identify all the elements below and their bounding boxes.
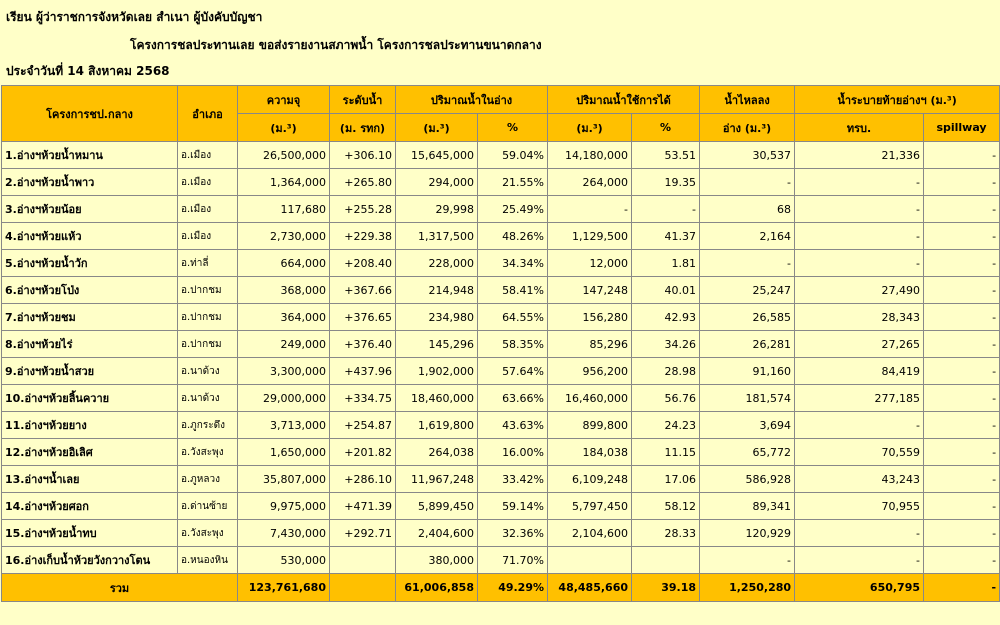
cell-usable: 85,296 (548, 331, 632, 358)
cell-usable-pct: 24.23 (632, 412, 700, 439)
cell-outflow-trb: 27,490 (795, 277, 924, 304)
cell-usable-pct: 34.26 (632, 331, 700, 358)
cell-outflow-spill: - (924, 439, 1000, 466)
cell-inflow: 68 (700, 196, 795, 223)
cell-capacity: 29,000,000 (238, 385, 330, 412)
cell-level: +265.80 (330, 169, 396, 196)
cell-outflow-spill: - (924, 385, 1000, 412)
cell-outflow-spill: - (924, 520, 1000, 547)
cell-name: 12.อ่างฯห้วยอิเลิศ (2, 439, 178, 466)
cell-storage: 214,948 (396, 277, 478, 304)
cell-usable: 14,180,000 (548, 142, 632, 169)
col-storage-pct: % (478, 114, 548, 142)
cell-outflow-spill: - (924, 304, 1000, 331)
cell-outflow-spill: - (924, 169, 1000, 196)
cell-name: 2.อ่างฯห้วยน้ำพาว (2, 169, 178, 196)
cell-name: 11.อ่างฯห้วยยาง (2, 412, 178, 439)
cell-outflow-trb: - (795, 547, 924, 574)
cell-outflow-trb: 70,955 (795, 493, 924, 520)
cell-storage-pct: 58.41% (478, 277, 548, 304)
cell-usable-pct: 58.12 (632, 493, 700, 520)
cell-district: อ.นาด้วง (178, 385, 238, 412)
cell-storage: 11,967,248 (396, 466, 478, 493)
cell-storage-pct: 33.42% (478, 466, 548, 493)
cell-outflow-spill: - (924, 142, 1000, 169)
cell-capacity: 117,680 (238, 196, 330, 223)
cell-storage-pct: 71.70% (478, 547, 548, 574)
cell-capacity: 664,000 (238, 250, 330, 277)
table-row (2, 331, 1000, 358)
cell-usable: 12,000 (548, 250, 632, 277)
table-row (2, 142, 1000, 169)
cell-level: +229.38 (330, 223, 396, 250)
cell-inflow: 25,247 (700, 277, 795, 304)
cell-district: อ.วังสะพุง (178, 439, 238, 466)
cell-storage: 228,000 (396, 250, 478, 277)
cell-capacity: 364,000 (238, 304, 330, 331)
cell-storage-pct: 64.55% (478, 304, 548, 331)
cell-storage: 145,296 (396, 331, 478, 358)
cell-usable (548, 547, 632, 574)
cell-district: อ.นาด้วง (178, 358, 238, 385)
cell-capacity: 1,364,000 (238, 169, 330, 196)
table-row (2, 385, 1000, 412)
cell-capacity: 530,000 (238, 547, 330, 574)
cell-name: 7.อ่างฯห้วยชม (2, 304, 178, 331)
total-row (2, 574, 1000, 602)
cell-district: อ.วังสะพุง (178, 520, 238, 547)
cell-capacity: 3,300,000 (238, 358, 330, 385)
cell-name: 14.อ่างฯห้วยศอก (2, 493, 178, 520)
cell-outflow-spill: - (924, 277, 1000, 304)
cell-usable-pct: 56.76 (632, 385, 700, 412)
header-date: ประจำวันที่ 14 สิงหาคม 2568 (6, 64, 170, 78)
cell-district: อ.เมือง (178, 196, 238, 223)
total-storage: 61,006,858 (396, 574, 478, 602)
cell-usable: 1,129,500 (548, 223, 632, 250)
cell-storage: 15,645,000 (396, 142, 478, 169)
cell-usable: 956,200 (548, 358, 632, 385)
cell-inflow: 3,694 (700, 412, 795, 439)
cell-name: 15.อ่างฯห้วยน้ำทบ (2, 520, 178, 547)
total-outflow-spill: - (924, 574, 1000, 602)
cell-usable-pct: 42.93 (632, 304, 700, 331)
cell-outflow-trb: 28,343 (795, 304, 924, 331)
cell-storage-pct: 21.55% (478, 169, 548, 196)
cell-outflow-trb: - (795, 223, 924, 250)
col-capacity: ความจุ (238, 86, 330, 114)
cell-level: +376.65 (330, 304, 396, 331)
col-storage: ปริมาณน้ำในอ่าง (396, 86, 548, 114)
cell-level: +254.87 (330, 412, 396, 439)
cell-usable-pct: 53.51 (632, 142, 700, 169)
cell-storage-pct: 59.04% (478, 142, 548, 169)
cell-usable: 6,109,248 (548, 466, 632, 493)
cell-storage: 380,000 (396, 547, 478, 574)
cell-outflow-trb: - (795, 250, 924, 277)
cell-name: 13.อ่างฯน้ำเลย (2, 466, 178, 493)
cell-name: 1.อ่างฯห้วยน้ำหมาน (2, 142, 178, 169)
cell-outflow-trb: - (795, 412, 924, 439)
cell-capacity: 9,975,000 (238, 493, 330, 520)
cell-storage: 234,980 (396, 304, 478, 331)
table-row (2, 547, 1000, 574)
col-outflow-spill: spillway (924, 114, 1000, 142)
cell-outflow-trb: 21,336 (795, 142, 924, 169)
cell-storage-pct: 63.66% (478, 385, 548, 412)
cell-outflow-trb: - (795, 520, 924, 547)
table-row (2, 196, 1000, 223)
total-capacity: 123,761,680 (238, 574, 330, 602)
table-row (2, 439, 1000, 466)
cell-capacity: 2,730,000 (238, 223, 330, 250)
col-storage-unit: (ม.³) (396, 114, 478, 142)
cell-usable-pct: 11.15 (632, 439, 700, 466)
cell-usable: 264,000 (548, 169, 632, 196)
cell-storage-pct: 59.14% (478, 493, 548, 520)
cell-outflow-trb: - (795, 169, 924, 196)
col-inflow: น้ำไหลลง (700, 86, 795, 114)
cell-outflow-trb: 43,243 (795, 466, 924, 493)
cell-district: อ.ปากชม (178, 277, 238, 304)
cell-name: 3.อ่างฯห้วยน้อย (2, 196, 178, 223)
cell-name: 8.อ่างฯห้วยไร่ (2, 331, 178, 358)
cell-capacity: 3,713,000 (238, 412, 330, 439)
total-level (330, 574, 396, 602)
cell-name: 16.อ่างเก็บน้ำห้วยวังกวางโตน (2, 547, 178, 574)
cell-capacity: 368,000 (238, 277, 330, 304)
table-footer (2, 574, 1000, 602)
cell-district: อ.เมือง (178, 169, 238, 196)
cell-inflow: 91,160 (700, 358, 795, 385)
cell-outflow-spill: - (924, 412, 1000, 439)
col-level: ระดับน้ำ (330, 86, 396, 114)
cell-storage-pct: 58.35% (478, 331, 548, 358)
cell-outflow-trb: 277,185 (795, 385, 924, 412)
cell-outflow-spill: - (924, 466, 1000, 493)
cell-outflow-spill: - (924, 331, 1000, 358)
table-row (2, 277, 1000, 304)
cell-level: +292.71 (330, 520, 396, 547)
cell-inflow: - (700, 169, 795, 196)
col-outflow: น้ำระบายท้ายอ่างฯ (ม.³) (795, 86, 1000, 114)
cell-level (330, 547, 396, 574)
col-usable-pct: % (632, 114, 700, 142)
cell-level: +367.66 (330, 277, 396, 304)
cell-level: +255.28 (330, 196, 396, 223)
cell-level: +201.82 (330, 439, 396, 466)
cell-capacity: 26,500,000 (238, 142, 330, 169)
cell-inflow: - (700, 250, 795, 277)
cell-inflow: - (700, 547, 795, 574)
cell-district: อ.เมือง (178, 142, 238, 169)
cell-usable: 147,248 (548, 277, 632, 304)
cell-storage: 1,619,800 (396, 412, 478, 439)
cell-storage: 294,000 (396, 169, 478, 196)
cell-level: +437.96 (330, 358, 396, 385)
col-level-unit: (ม. รทก) (330, 114, 396, 142)
cell-storage-pct: 16.00% (478, 439, 548, 466)
cell-capacity: 1,650,000 (238, 439, 330, 466)
cell-usable-pct: 41.37 (632, 223, 700, 250)
col-usable: ปริมาณน้ำใช้การได้ (548, 86, 700, 114)
table-row (2, 304, 1000, 331)
cell-district: อ.ภูหลวง (178, 466, 238, 493)
cell-inflow: 26,281 (700, 331, 795, 358)
cell-usable: 16,460,000 (548, 385, 632, 412)
cell-usable-pct: 28.98 (632, 358, 700, 385)
cell-level: +471.39 (330, 493, 396, 520)
cell-capacity: 35,807,000 (238, 466, 330, 493)
cell-storage: 5,899,450 (396, 493, 478, 520)
cell-district: อ.เมือง (178, 223, 238, 250)
cell-inflow: 26,585 (700, 304, 795, 331)
cell-usable: 5,797,450 (548, 493, 632, 520)
table-row (2, 466, 1000, 493)
header-recipient: เรียน ผู้ว่าราชการจังหวัดเลย สำเนา ผู้บังคับบัญชา (6, 10, 263, 24)
cell-usable-pct: 40.01 (632, 277, 700, 304)
col-inflow-unit: อ่าง (ม.³) (700, 114, 795, 142)
cell-district: อ.ด่านซ้าย (178, 493, 238, 520)
total-label: รวม (2, 574, 238, 602)
cell-storage: 29,998 (396, 196, 478, 223)
table-body (2, 142, 1000, 574)
cell-district: อ.ภูกระดึง (178, 412, 238, 439)
cell-inflow: 181,574 (700, 385, 795, 412)
water-report-table (1, 85, 1000, 602)
table-row (2, 493, 1000, 520)
cell-district: อ.หนองหิน (178, 547, 238, 574)
cell-inflow: 586,928 (700, 466, 795, 493)
cell-outflow-spill: - (924, 493, 1000, 520)
table-row (2, 169, 1000, 196)
cell-level: +334.75 (330, 385, 396, 412)
cell-outflow-spill: - (924, 250, 1000, 277)
cell-storage-pct: 57.64% (478, 358, 548, 385)
cell-storage-pct: 32.36% (478, 520, 548, 547)
cell-usable-pct (632, 547, 700, 574)
cell-inflow: 30,537 (700, 142, 795, 169)
cell-outflow-spill: - (924, 547, 1000, 574)
cell-level: +286.10 (330, 466, 396, 493)
cell-capacity: 249,000 (238, 331, 330, 358)
cell-storage-pct: 25.49% (478, 196, 548, 223)
cell-level: +306.10 (330, 142, 396, 169)
table-row (2, 412, 1000, 439)
cell-storage: 1,902,000 (396, 358, 478, 385)
total-inflow: 1,250,280 (700, 574, 795, 602)
cell-storage: 1,317,500 (396, 223, 478, 250)
cell-name: 10.อ่างฯห้วยลิ้นควาย (2, 385, 178, 412)
cell-name: 9.อ่างฯห้วยน้ำสวย (2, 358, 178, 385)
cell-storage: 264,038 (396, 439, 478, 466)
table-row (2, 358, 1000, 385)
header-subject: โครงการชลประทานเลย ขอส่งรายงานสภาพน้ำ โครงการชลประทานขนาดกลาง (130, 38, 542, 52)
cell-storage: 18,460,000 (396, 385, 478, 412)
cell-outflow-trb: - (795, 196, 924, 223)
cell-outflow-spill: - (924, 223, 1000, 250)
cell-usable-pct: 19.35 (632, 169, 700, 196)
cell-district: อ.ปากชม (178, 304, 238, 331)
cell-usable: 156,280 (548, 304, 632, 331)
cell-inflow: 120,929 (700, 520, 795, 547)
col-project: โครงการชป.กลาง (2, 86, 178, 142)
cell-outflow-trb: 27,265 (795, 331, 924, 358)
cell-outflow-trb: 84,419 (795, 358, 924, 385)
total-outflow-trb: 650,795 (795, 574, 924, 602)
cell-storage-pct: 48.26% (478, 223, 548, 250)
cell-outflow-spill: - (924, 358, 1000, 385)
total-storage-pct: 49.29% (478, 574, 548, 602)
table-header (2, 86, 1000, 142)
cell-district: อ.ท่าลี่ (178, 250, 238, 277)
cell-inflow: 2,164 (700, 223, 795, 250)
cell-inflow: 89,341 (700, 493, 795, 520)
table-row (2, 520, 1000, 547)
cell-usable-pct: - (632, 196, 700, 223)
cell-outflow-spill: - (924, 196, 1000, 223)
total-usable: 48,485,660 (548, 574, 632, 602)
cell-name: 6.อ่างฯห้วยโป่ง (2, 277, 178, 304)
cell-district: อ.ปากชม (178, 331, 238, 358)
cell-capacity: 7,430,000 (238, 520, 330, 547)
table-row (2, 223, 1000, 250)
total-usable-pct: 39.18 (632, 574, 700, 602)
cell-usable-pct: 17.06 (632, 466, 700, 493)
cell-usable: 899,800 (548, 412, 632, 439)
cell-storage: 2,404,600 (396, 520, 478, 547)
cell-storage-pct: 43.63% (478, 412, 548, 439)
cell-name: 4.อ่างฯห้วยแห้ว (2, 223, 178, 250)
cell-usable: - (548, 196, 632, 223)
cell-inflow: 65,772 (700, 439, 795, 466)
cell-storage-pct: 34.34% (478, 250, 548, 277)
col-district: อำเภอ (178, 86, 238, 142)
cell-usable: 2,104,600 (548, 520, 632, 547)
cell-level: +208.40 (330, 250, 396, 277)
cell-name: 5.อ่างฯห้วยน้ำวัก (2, 250, 178, 277)
cell-level: +376.40 (330, 331, 396, 358)
col-capacity-unit: (ม.³) (238, 114, 330, 142)
cell-usable-pct: 1.81 (632, 250, 700, 277)
cell-outflow-trb: 70,559 (795, 439, 924, 466)
col-usable-unit: (ม.³) (548, 114, 632, 142)
col-outflow-trb: ทรบ. (795, 114, 924, 142)
table-row (2, 250, 1000, 277)
cell-usable: 184,038 (548, 439, 632, 466)
cell-usable-pct: 28.33 (632, 520, 700, 547)
